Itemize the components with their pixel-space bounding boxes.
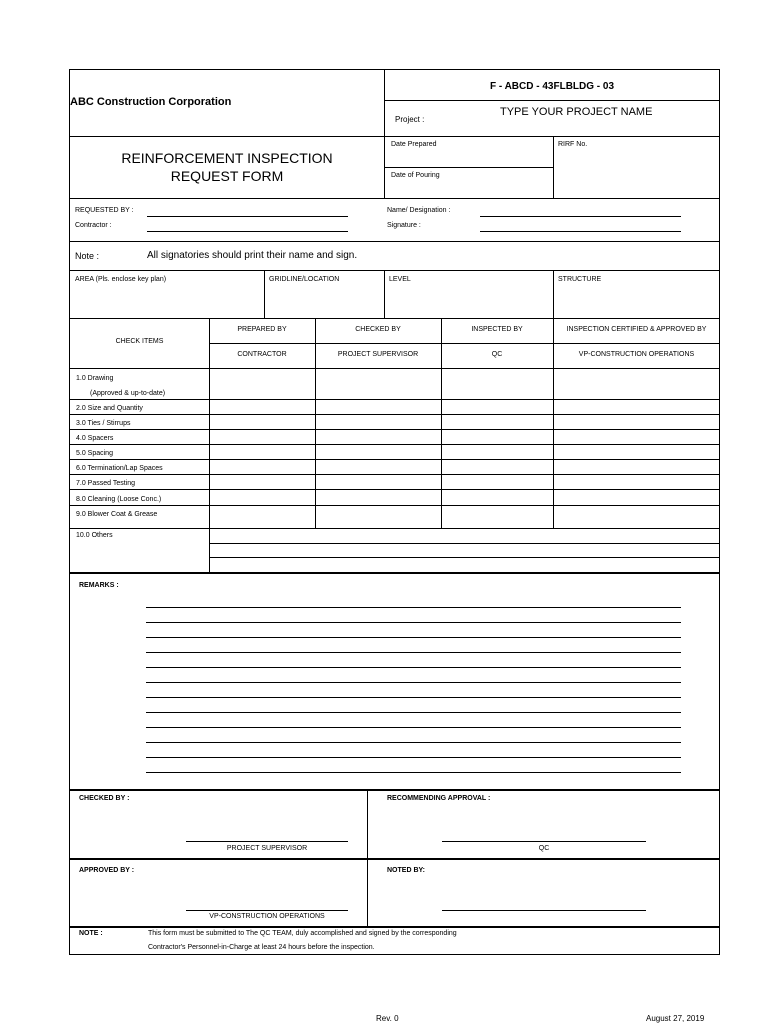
contractor-field[interactable] (147, 231, 348, 232)
footnote-label: NOTE : (79, 930, 103, 937)
remarks-label: REMARKS : (79, 582, 119, 589)
remarks-line[interactable] (146, 652, 681, 653)
check-item: 9.0 Blower Coat & Grease (76, 511, 158, 518)
project-supervisor-subheader: PROJECT SUPERVISOR (337, 351, 419, 358)
date-pouring-label: Date of Pouring (391, 172, 440, 179)
signature-label: Signature : (387, 222, 421, 229)
check-item: 2.0 Size and Quantity (76, 405, 143, 412)
project-label: Project : (395, 115, 425, 124)
check-item: 7.0 Passed Testing (76, 480, 136, 487)
note-label: Note : (75, 251, 100, 261)
check-item: 5.0 Spacing (76, 450, 113, 457)
revision-label: Rev. 0 (376, 1014, 399, 1023)
note-text: All signatories should print their name and sign. (147, 250, 358, 261)
checked-by-label: CHECKED BY : (79, 795, 130, 802)
noted-by-label: NOTED BY: (387, 867, 425, 874)
check-item: 8.0 Cleaning (Loose Conc.) (76, 496, 162, 503)
remarks-line[interactable] (146, 742, 681, 743)
check-item-others: 10.0 Others (76, 532, 113, 539)
form-title-line1: REINFORCEMENT INSPECTION (121, 150, 333, 166)
contractor-label: Contractor : (75, 222, 112, 229)
requested-by-label: REQUESTED BY : (75, 207, 134, 214)
project-supervisor-signature-line[interactable] (186, 841, 348, 842)
remarks-line[interactable] (146, 637, 681, 638)
name-designation-label: Name/ Designation : (387, 207, 451, 214)
vp-construction-subheader: VP-CONSTRUCTION OPERATIONS (578, 351, 695, 358)
qc-signature-line[interactable] (442, 841, 646, 842)
company-name: ABC Construction Corporation (70, 96, 232, 108)
form-code: F - ABCD - 43FLBLDG - 03 (489, 81, 615, 92)
prepared-by-header: PREPARED BY (237, 326, 287, 333)
approved-by-label: APPROVED BY : (79, 867, 135, 874)
check-item: 4.0 Spacers (76, 435, 114, 442)
name-designation-field[interactable] (480, 216, 681, 217)
remarks-line[interactable] (146, 622, 681, 623)
requested-by-field[interactable] (147, 216, 348, 217)
signature-field[interactable] (480, 231, 681, 232)
check-item-note: (Approved & up-to-date) (90, 390, 166, 397)
remarks-line[interactable] (146, 757, 681, 758)
footnote-line1: This form must be submitted to The QC TEAM, duly accomplished and signed by the corresponding (148, 930, 457, 937)
remarks-line[interactable] (146, 772, 681, 773)
gridline-label: GRIDLINE/LOCATION (269, 276, 340, 283)
contractor-subheader: CONTRACTOR (237, 351, 287, 358)
header-split-line (384, 100, 720, 101)
remarks-line[interactable] (146, 712, 681, 713)
area-label: AREA (Pls. enclose key plan) (75, 276, 167, 283)
remarks-line[interactable] (146, 607, 681, 608)
check-item: 6.0 Termination/Lap Spaces (76, 465, 163, 472)
recommending-approval-label: RECOMMENDING APPROVAL : (387, 795, 491, 802)
header-divider (384, 70, 385, 136)
others-line[interactable] (209, 543, 720, 544)
vp-construction-signature-line[interactable] (186, 910, 348, 911)
check-item: 3.0 Ties / Stirrups (76, 420, 131, 427)
project-supervisor-caption: PROJECT SUPERVISOR (226, 845, 308, 852)
inspected-by-header: INSPECTED BY (471, 326, 523, 333)
others-line[interactable] (209, 557, 720, 558)
level-label: LEVEL (389, 276, 411, 283)
qc-subheader: QC (491, 351, 503, 358)
check-item: 1.0 Drawing (76, 375, 114, 382)
date-prepared-label: Date Prepared (391, 141, 437, 148)
certified-approved-header: INSPECTION CERTIFIED & APPROVED BY (566, 326, 707, 333)
structure-label: STRUCTURE (558, 276, 602, 283)
vp-construction-caption: VP-CONSTRUCTION OPERATIONS (209, 913, 325, 920)
checked-by-header: CHECKED BY (355, 326, 401, 333)
form-title-line2: REQUEST FORM (170, 168, 284, 184)
project-name[interactable]: TYPE YOUR PROJECT NAME (500, 106, 653, 118)
inspection-request-form (69, 69, 720, 955)
row-line (70, 136, 720, 137)
remarks-line[interactable] (146, 667, 681, 668)
remarks-line[interactable] (146, 697, 681, 698)
qc-caption: QC (538, 845, 550, 852)
noted-by-signature-line[interactable] (442, 910, 646, 911)
footnote-line2: Contractor's Personnel-in-Charge at least 24 hours before the inspection. (148, 944, 375, 951)
remarks-line[interactable] (146, 727, 681, 728)
footer-date: August 27, 2019 (646, 1014, 705, 1023)
remarks-line[interactable] (146, 682, 681, 683)
rirf-no-label: RIRF No. (558, 141, 588, 148)
check-items-header: CHECK ITEMS (115, 338, 164, 345)
